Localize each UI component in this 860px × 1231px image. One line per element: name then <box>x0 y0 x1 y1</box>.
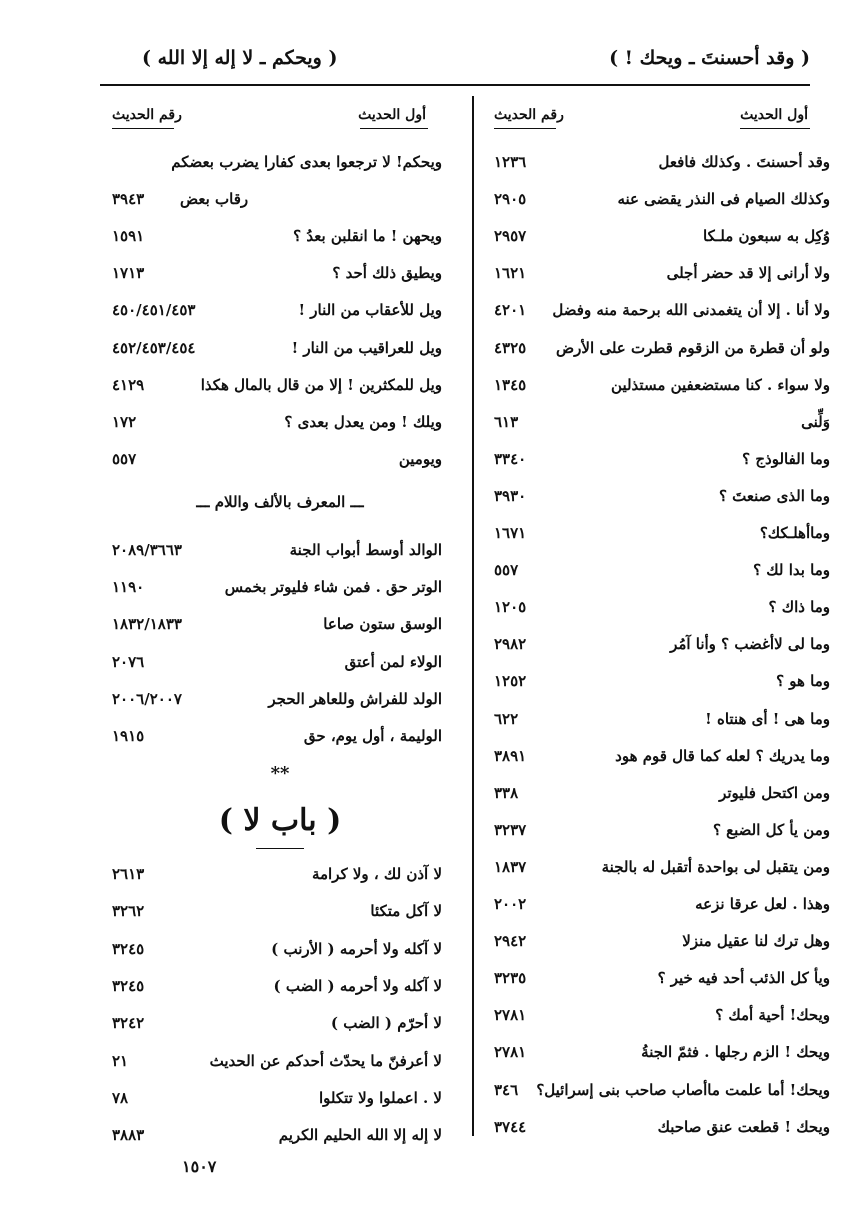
index-entry-text: لا أعرفنّ ما يحدّث أحدكم عن الحديث <box>209 1051 442 1070</box>
index-entry-number: ١٨٣٧ <box>494 857 527 876</box>
index-entry-number: ١٢٠٥ <box>494 598 527 617</box>
index-entry-text: لا أحرّم ( الضب ) <box>330 1014 442 1033</box>
index-entry-number: ٣٨٨٣ <box>112 1126 145 1145</box>
index-entry-number: ١٧٢ <box>112 413 137 431</box>
index-entry-text: وقد أحسنتَ . وكذلك فافعل <box>658 153 830 171</box>
index-entry-number: ٣٨٩١ <box>494 746 527 765</box>
index-entry-number: ٣٢٦٢ <box>112 902 145 921</box>
index-entry-text: ويحك! أما علمت ماأصاب صاحب بنى إسرائيل؟ <box>536 1080 830 1099</box>
right-col-hadith-start-label: أول الحديث <box>740 107 808 123</box>
index-entry-number: ٢٩٠٥ <box>494 190 527 209</box>
index-entry-number: ٢١ <box>112 1051 129 1070</box>
index-entry-text: وكذلك الصيام فى النذر يقضى عنه <box>617 190 830 209</box>
index-entry-number: ٤١٢٩ <box>112 375 145 394</box>
index-entry-number: ٢٧٨١ <box>494 1043 527 1062</box>
left-col-hadith-start-label: أول الحديث <box>358 107 426 123</box>
index-entry-number: ٧٨ <box>112 1088 129 1107</box>
index-entry-text: ويل للعراقيب من النار ! <box>291 338 442 357</box>
section-title: ـــ المعرف بالألف واللام ـــ <box>196 493 364 511</box>
index-entry-number: ٣٩٣٠ <box>494 486 527 505</box>
index-entry-number: ٢٧٨١ <box>494 1006 527 1025</box>
index-entry-number: ٢٠٠٦/٢٠٠٧ <box>112 689 182 708</box>
section-separator-stars: ** <box>270 763 290 784</box>
index-entry-text: وما ذاك ؟ <box>768 598 830 617</box>
index-entry-text: وَلِّنى <box>801 412 830 431</box>
running-header-left: ( ويحكم ـ لا إله إلا الله ) <box>142 47 338 69</box>
index-entry-text: ويومين <box>398 450 442 469</box>
index-entry-text: ومن اكتحل فليوتر <box>719 783 830 802</box>
index-entry-text: ويحهن ! ما انقلبن بعدُ ؟ <box>293 227 442 245</box>
index-entry-text: ولا أرانى إلا قد حضر أجلى <box>666 264 830 283</box>
index-entry-number: ٣٤٦ <box>494 1080 519 1099</box>
index-entry-text: وما بدا لك ؟ <box>753 561 830 580</box>
left-col-number-rule <box>112 128 174 129</box>
column-divider <box>472 96 474 1136</box>
index-entry-text: وهل ترك لنا عقيل منزلا <box>682 932 830 951</box>
index-entry-text: ويحك! أحية أمك ؟ <box>715 1006 830 1025</box>
index-entry-number: ١١٩٠ <box>112 578 145 597</box>
left-col-number-label: رقم الحديث <box>112 107 182 123</box>
index-entry-text: ومن يتقبل لى بواحدة أتقبل له بالجنة <box>601 857 830 876</box>
index-entry-number: ١٦٢١ <box>494 264 527 283</box>
index-entry-text: ويأ كل الذئب أحد فيه خير ؟ <box>657 969 830 988</box>
index-entry-number: ٢٩٤٢ <box>494 932 527 951</box>
index-entry-text: لا آكل متكئا <box>370 902 442 921</box>
index-entry-number: ٣٢٣٧ <box>494 820 527 839</box>
running-header-right: ( وقد أحسنتَ ـ ويحك ! ) <box>609 47 810 69</box>
index-entry-text-continued: رقاب بعض <box>180 190 249 208</box>
index-entry-text: وهذا . لعل عرقا نزعه <box>695 895 830 913</box>
index-entry-number: ٢٩٨٢ <box>494 635 527 654</box>
index-entry-number: ٣٣٤٠ <box>494 449 527 468</box>
index-entry-text: الوسق ستون صاعا <box>323 615 442 634</box>
index-entry-text: وما الفالوذج ؟ <box>742 449 830 468</box>
index-entry-number: ٤٥٢/٤٥٣/٤٥٤ <box>112 338 196 357</box>
index-entry-text: لا إله إلا الله الحليم الكريم <box>278 1126 442 1145</box>
index-entry-text: لا . اعملوا ولا تتكلوا <box>318 1088 442 1107</box>
index-entry-text: وما لى لاأغضب ؟ وأنا آمُر <box>670 635 830 654</box>
index-entry-number: ٣٢٤٥ <box>112 976 145 995</box>
index-entry-number: ٢٦١٣ <box>112 865 145 883</box>
index-entry-text: وما هو ؟ <box>776 672 830 691</box>
index-entry-number: ١٢٥٢ <box>494 672 527 691</box>
index-entry-number: ٤٥٠/٤٥١/٤٥٣ <box>112 301 196 320</box>
index-entry-text: وما يدريك ؟ لعله كما قال قوم هود <box>615 746 830 765</box>
index-entry-text: وما الذى صنعتَ ؟ <box>718 486 830 505</box>
index-entry-number: ٣٢٤٥ <box>112 939 145 958</box>
index-entry-text: ويل للأعقاب من النار ! <box>298 301 442 320</box>
index-entry-number: ١٢٣٦ <box>494 153 527 171</box>
index-entry-text: الوليمة ، أول يوم، حق <box>303 727 442 745</box>
index-entry-number: ٣٣٨ <box>494 783 519 802</box>
index-entry-number: ١٧١٣ <box>112 264 145 283</box>
index-entry-number: ٥٥٧ <box>112 450 137 469</box>
index-entry-number: ٢٠٧٦ <box>112 652 145 671</box>
index-entry-text: لا آذن لك ، ولا كرامة <box>311 865 442 883</box>
index-entry-number: ١٨٣٢/١٨٣٣ <box>112 615 182 634</box>
index-entry-number: ٤٣٢٥ <box>494 338 527 357</box>
index-entry-text: وُكِل به سبعون ملـكا <box>703 227 830 246</box>
index-entry-text: ويحك ! الزم رجلها . فثمّ الجنةُ <box>641 1043 830 1062</box>
index-entry-number: ٣٧٤٤ <box>494 1117 527 1136</box>
left-col-header-rule <box>360 128 428 129</box>
index-entry-text: لا آكله ولا أحرمه ( الضب ) <box>273 976 442 995</box>
index-entry-number: ٥٥٧ <box>494 561 519 580</box>
index-entry-text: ويطيق ذلك أحد ؟ <box>332 264 442 283</box>
index-entry-text: ولا أنا . إلا أن يتغمدنى الله برحمة منه وفضل <box>552 301 830 320</box>
index-entry-text: ويلك ! ومن يعدل بعدى ؟ <box>284 413 442 431</box>
index-entry-text: ويل للمكثرين ! إلا من قال بالمال هكذا <box>200 375 442 394</box>
index-entry-text: الوالد أوسط أبواب الجنة <box>289 541 442 559</box>
header-rule <box>100 84 810 86</box>
index-entry-text: ويحك ! قطعت عنق صاحبك <box>657 1117 830 1136</box>
index-entry-number: ٣٢٤٢ <box>112 1014 145 1033</box>
index-entry-number: ٣٩٤٣ <box>112 190 145 208</box>
index-entry-number: ٢٠٨٩/٣٦٦٣ <box>112 541 182 559</box>
index-entry-number: ١٦٧١ <box>494 524 527 542</box>
right-col-number-label: رقم الحديث <box>494 107 564 123</box>
chapter-rule <box>256 848 304 849</box>
index-entry-number: ١٥٩١ <box>112 227 145 245</box>
index-entry-text: الولد للفراش وللعاهر الحجر <box>268 689 442 708</box>
index-entry-number: ٤٢٠١ <box>494 301 527 320</box>
chapter-title: ( باب لا ) <box>218 803 342 838</box>
index-entry-text: وماأهلـكك؟ <box>759 524 830 542</box>
index-entry-text: الولاء لمن أعتق <box>344 652 442 671</box>
page-number: ١٥٠٧ <box>182 1157 217 1176</box>
index-entry-number: ١٣٤٥ <box>494 375 527 394</box>
index-entry-number: ١٩١٥ <box>112 727 145 745</box>
index-entry-text: وما هى ! أى هنتاه ! <box>705 709 830 728</box>
right-col-number-rule <box>494 128 556 129</box>
index-entry-number: ٢٩٥٧ <box>494 227 527 246</box>
index-entry-text: ولا سواء . كنا مستضعفين مستذلين <box>611 375 830 394</box>
index-entry-number: ٢٠٠٢ <box>494 895 527 913</box>
index-entry-text: ويحكم! لا ترجعوا بعدى كفارا يضرب بعضكم <box>171 153 442 171</box>
index-entry-number: ٣٢٣٥ <box>494 969 527 988</box>
right-col-header-rule <box>740 128 810 129</box>
index-entry-text: لا آكله ولا أحرمه ( الأرنب ) <box>271 939 442 958</box>
index-entry-text: الوتر حق . فمن شاء فليوتر بخمس <box>224 578 442 597</box>
index-entry-number: ٦١٣ <box>494 412 519 431</box>
index-entry-number: ٦٢٢ <box>494 709 519 728</box>
index-entry-text: ولو أن قطرة من الزقوم قطرت على الأرض <box>556 338 830 357</box>
index-entry-text: ومن يأ كل الضبع ؟ <box>712 820 830 839</box>
